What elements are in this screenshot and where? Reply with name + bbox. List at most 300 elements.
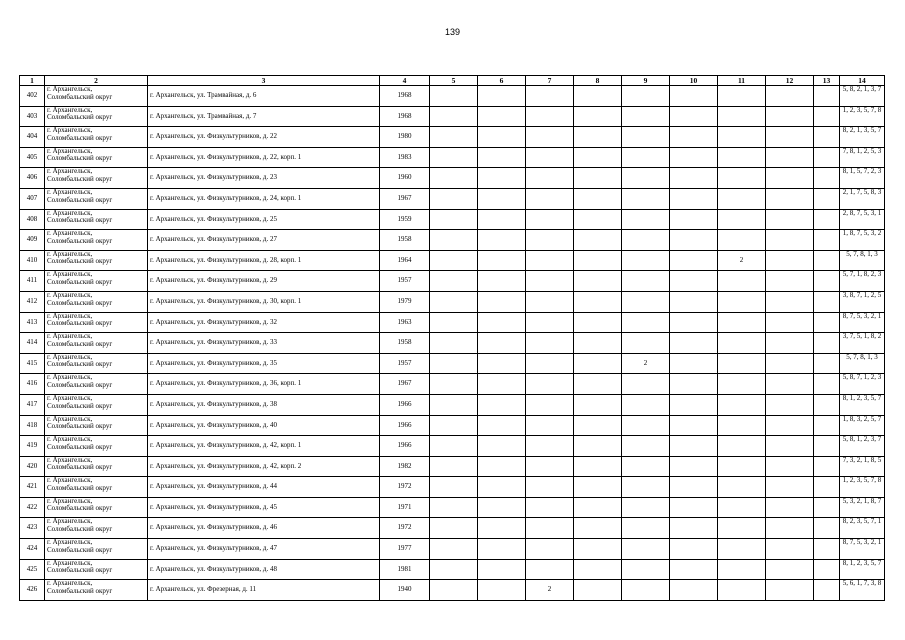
- category-cell: [478, 209, 526, 230]
- category-cell: [814, 353, 840, 374]
- table-row: [20, 106, 885, 127]
- year-cell: 1940: [380, 580, 430, 601]
- category-cell: [670, 539, 718, 560]
- category-cell: [670, 333, 718, 354]
- category-cell: [526, 497, 574, 518]
- category-cell: [478, 559, 526, 580]
- district-cell: [45, 518, 148, 539]
- category-cell: [766, 580, 814, 601]
- category-cell: [670, 86, 718, 107]
- address-cell: г. Архангельск, ул. Физкультурников, д. 22, корп. 1: [148, 147, 380, 168]
- category-cell: [526, 415, 574, 436]
- year-cell: 1982: [380, 456, 430, 477]
- category-cell: [622, 497, 670, 518]
- code-cell: 5, 7, 1, 8, 2, 3: [840, 271, 885, 292]
- category-cell: [670, 291, 718, 312]
- district-cell: [45, 456, 148, 477]
- category-cell: [430, 106, 478, 127]
- district-cell: [45, 436, 148, 457]
- year-cell: 1983: [380, 147, 430, 168]
- category-cell: [718, 394, 766, 415]
- address-cell: г. Архангельск, ул. Физкультурников, д. 42, корп. 1: [148, 436, 380, 457]
- district-line: Соломбальский округ: [47, 113, 113, 122]
- column-header: 4: [380, 76, 430, 86]
- category-cell: [670, 250, 718, 271]
- category-cell: [574, 497, 622, 518]
- category-cell: [766, 539, 814, 560]
- category-cell: [478, 106, 526, 127]
- year-cell: 1968: [380, 106, 430, 127]
- district-line: Соломбальский округ: [47, 277, 113, 286]
- code-cell: 1, 2, 3, 5, 7, 8: [840, 106, 885, 127]
- category-cell: [430, 477, 478, 498]
- category-cell: [814, 539, 840, 560]
- category-cell: [574, 168, 622, 189]
- category-cell: [526, 477, 574, 498]
- category-cell: [478, 353, 526, 374]
- category-cell: [622, 518, 670, 539]
- table-row: [20, 539, 885, 560]
- table-row: [20, 415, 885, 436]
- page-number: 139: [444, 27, 461, 37]
- district-cell: [45, 291, 148, 312]
- category-cell: [814, 580, 840, 601]
- category-cell: [670, 456, 718, 477]
- district-line: г. Архангельск,: [47, 353, 93, 361]
- category-cell: [622, 127, 670, 148]
- district-cell: [45, 127, 148, 148]
- code-cell: 1, 2, 3, 5, 7, 8: [840, 477, 885, 498]
- category-cell: [766, 477, 814, 498]
- category-cell: [718, 559, 766, 580]
- category-cell: [430, 312, 478, 333]
- category-cell: [622, 374, 670, 395]
- category-cell: [526, 518, 574, 539]
- category-cell: [718, 127, 766, 148]
- category-cell: [574, 394, 622, 415]
- category-cell: [430, 539, 478, 560]
- district-cell: [45, 271, 148, 292]
- category-cell: [766, 147, 814, 168]
- code-cell: 5, 6, 1, 7, 3, 8: [840, 580, 885, 601]
- table-row: [20, 291, 885, 312]
- district-line: г. Архангельск,: [47, 497, 93, 505]
- table-row: [20, 353, 885, 374]
- year-cell: 1980: [380, 127, 430, 148]
- district-line: Соломбальский округ: [47, 298, 113, 307]
- category-cell: [814, 86, 840, 107]
- district-cell: [45, 333, 148, 354]
- category-cell: [622, 559, 670, 580]
- category-cell: [478, 580, 526, 601]
- category-cell: [718, 436, 766, 457]
- district-cell: [45, 374, 148, 395]
- category-cell: [574, 436, 622, 457]
- table-body: [20, 86, 885, 601]
- row-number-cell: 415: [20, 353, 45, 374]
- category-cell: [622, 291, 670, 312]
- row-number-cell: 417: [20, 394, 45, 415]
- category-cell: [430, 147, 478, 168]
- category-cell: [478, 374, 526, 395]
- category-cell: [814, 456, 840, 477]
- category-cell: [766, 456, 814, 477]
- category-cell: [430, 250, 478, 271]
- category-cell: [478, 477, 526, 498]
- address-cell: г. Архангельск, ул. Физкультурников, д. 48: [148, 559, 380, 580]
- district-line: Соломбальский округ: [47, 133, 113, 142]
- code-cell: 2, 8, 7, 5, 3, 1: [840, 209, 885, 230]
- category-cell: [670, 518, 718, 539]
- table-row: [20, 86, 885, 107]
- category-cell: [574, 250, 622, 271]
- category-cell: [526, 168, 574, 189]
- address-cell: г. Архангельск, ул. Физкультурников, д. 38: [148, 394, 380, 415]
- category-cell: [670, 230, 718, 251]
- year-cell: 1981: [380, 559, 430, 580]
- category-cell: [622, 436, 670, 457]
- category-cell: [718, 188, 766, 209]
- category-cell: [718, 147, 766, 168]
- table-row: [20, 477, 885, 498]
- code-cell: 3, 8, 7, 1, 2, 5: [840, 291, 885, 312]
- district-line: Соломбальский округ: [47, 525, 113, 534]
- category-cell: [526, 374, 574, 395]
- year-cell: 1966: [380, 436, 430, 457]
- table-row: [20, 518, 885, 539]
- address-cell: г. Архангельск, ул. Трамвайная, д. 6: [148, 86, 380, 107]
- district-line: г. Архангельск,: [47, 332, 93, 341]
- category-cell: [526, 312, 574, 333]
- district-line: Соломбальский округ: [47, 360, 113, 369]
- category-cell: [574, 374, 622, 395]
- address-cell: г. Архангельск, ул. Физкультурников, д. 30, корп. 1: [148, 291, 380, 312]
- address-cell: г. Архангельск, ул. Физкультурников, д. 24, корп. 1: [148, 188, 380, 209]
- category-cell: [430, 86, 478, 107]
- code-cell: 8, 2, 1, 3, 5, 7: [840, 127, 885, 148]
- category-cell: [766, 209, 814, 230]
- district-line: Соломбальский округ: [47, 195, 113, 204]
- category-cell: [526, 394, 574, 415]
- district-cell: [45, 559, 148, 580]
- category-cell: [718, 415, 766, 436]
- address-cell: г. Архангельск, ул. Физкультурников, д. 29: [148, 271, 380, 292]
- district-line: г. Архангельск,: [47, 435, 93, 444]
- address-cell: г. Архангельск, ул. Физкультурников, д. 32: [148, 312, 380, 333]
- category-cell: [430, 353, 478, 374]
- column-header: 11: [718, 76, 766, 86]
- category-cell: [766, 168, 814, 189]
- category-cell: [430, 518, 478, 539]
- address-cell: г. Архангельск, ул. Физкультурников, д. 35: [148, 353, 380, 374]
- category-cell: [718, 209, 766, 230]
- category-cell: [478, 230, 526, 251]
- category-cell: [574, 539, 622, 560]
- category-cell: [622, 147, 670, 168]
- category-cell: [478, 168, 526, 189]
- code-cell: 8, 2, 3, 5, 7, 1: [840, 518, 885, 539]
- district-line: г. Архангельск,: [47, 209, 93, 217]
- year-cell: 1957: [380, 271, 430, 292]
- row-number-cell: 410: [20, 250, 45, 271]
- district-cell: [45, 188, 148, 209]
- year-cell: 1959: [380, 209, 430, 230]
- category-cell: [478, 518, 526, 539]
- year-cell: 1972: [380, 477, 430, 498]
- category-cell: [814, 106, 840, 127]
- category-cell: [766, 86, 814, 107]
- address-cell: г. Архангельск, ул. Физкультурников, д. 42, корп. 2: [148, 456, 380, 477]
- district-line: Соломбальский округ: [47, 257, 113, 266]
- category-cell: [574, 518, 622, 539]
- category-cell: [670, 477, 718, 498]
- category-cell: [622, 415, 670, 436]
- category-cell: [574, 209, 622, 230]
- table-row: [20, 333, 885, 354]
- category-cell: [814, 333, 840, 354]
- category-cell: [718, 518, 766, 539]
- category-cell: [670, 127, 718, 148]
- row-number-cell: 406: [20, 168, 45, 189]
- category-cell: [430, 230, 478, 251]
- table-row: [20, 394, 885, 415]
- category-cell: 2: [622, 353, 670, 374]
- category-cell: [430, 497, 478, 518]
- year-cell: 1958: [380, 230, 430, 251]
- category-cell: [430, 188, 478, 209]
- code-cell: 5, 7, 8, 1, 3: [840, 250, 885, 271]
- district-line: г. Архангельск,: [47, 147, 93, 155]
- row-number-cell: 423: [20, 518, 45, 539]
- category-cell: [622, 580, 670, 601]
- column-header: 6: [478, 76, 526, 86]
- category-cell: [478, 86, 526, 107]
- district-cell: [45, 415, 148, 436]
- category-cell: [478, 436, 526, 457]
- category-cell: [622, 188, 670, 209]
- category-cell: [718, 539, 766, 560]
- category-cell: [430, 394, 478, 415]
- category-cell: [430, 374, 478, 395]
- code-cell: 7, 8, 1, 2, 5, 3: [840, 147, 885, 168]
- category-cell: [670, 188, 718, 209]
- column-header: 8: [574, 76, 622, 86]
- category-cell: [526, 539, 574, 560]
- row-number-cell: 402: [20, 86, 45, 107]
- category-cell: [766, 497, 814, 518]
- district-line: г. Архангельск,: [47, 394, 93, 402]
- address-cell: г. Архангельск, ул. Физкультурников, д. 47: [148, 539, 380, 560]
- category-cell: [814, 147, 840, 168]
- category-cell: [430, 168, 478, 189]
- district-line: г. Архангельск,: [47, 106, 93, 114]
- category-cell: [766, 271, 814, 292]
- category-cell: [814, 209, 840, 230]
- category-cell: [526, 436, 574, 457]
- category-cell: [574, 580, 622, 601]
- category-cell: [526, 106, 574, 127]
- row-number-cell: 413: [20, 312, 45, 333]
- district-line: г. Архангельск,: [47, 517, 93, 526]
- row-number-cell: 409: [20, 230, 45, 251]
- row-number-cell: 407: [20, 188, 45, 209]
- row-number-cell: 412: [20, 291, 45, 312]
- row-number-cell: 414: [20, 333, 45, 354]
- category-cell: [574, 147, 622, 168]
- row-number-cell: 425: [20, 559, 45, 580]
- category-cell: [526, 86, 574, 107]
- category-cell: [670, 271, 718, 292]
- district-line: Соломбальский округ: [47, 319, 113, 328]
- category-cell: [814, 497, 840, 518]
- category-cell: [478, 188, 526, 209]
- district-line: г. Архангельск,: [47, 167, 93, 176]
- category-cell: [622, 271, 670, 292]
- category-cell: [622, 106, 670, 127]
- category-cell: [526, 209, 574, 230]
- category-cell: [814, 291, 840, 312]
- category-cell: [670, 580, 718, 601]
- district-line: Соломбальский округ: [47, 586, 113, 595]
- code-cell: 8, 7, 5, 3, 2, 1: [840, 539, 885, 560]
- column-header: 1: [20, 76, 45, 86]
- category-cell: [766, 291, 814, 312]
- district-line: Соломбальский округ: [47, 442, 113, 451]
- year-cell: 1963: [380, 312, 430, 333]
- category-cell: [574, 353, 622, 374]
- category-cell: [670, 374, 718, 395]
- category-cell: [814, 250, 840, 271]
- district-line: Соломбальский округ: [47, 154, 113, 163]
- category-cell: [574, 291, 622, 312]
- category-cell: [574, 106, 622, 127]
- district-line: г. Архангельск,: [47, 270, 93, 279]
- district-line: г. Архангельск,: [47, 559, 93, 567]
- category-cell: [478, 333, 526, 354]
- district-cell: [45, 86, 148, 107]
- district-line: г. Архангельск,: [47, 476, 93, 485]
- district-line: Соломбальский округ: [47, 216, 113, 225]
- category-cell: [766, 127, 814, 148]
- category-cell: [814, 374, 840, 395]
- table-row: [20, 312, 885, 333]
- row-number-cell: 411: [20, 271, 45, 292]
- column-header: 3: [148, 76, 380, 86]
- category-cell: [622, 477, 670, 498]
- category-cell: [526, 127, 574, 148]
- category-cell: [718, 271, 766, 292]
- category-cell: [718, 230, 766, 251]
- table-row: [20, 250, 885, 271]
- row-number-cell: 405: [20, 147, 45, 168]
- district-cell: [45, 539, 148, 560]
- category-cell: [430, 436, 478, 457]
- category-cell: [478, 497, 526, 518]
- year-cell: 1979: [380, 291, 430, 312]
- category-cell: [814, 518, 840, 539]
- category-cell: [766, 312, 814, 333]
- address-cell: г. Архангельск, ул. Физкультурников, д. 45: [148, 497, 380, 518]
- row-number-cell: 424: [20, 539, 45, 560]
- district-line: г. Архангельск,: [47, 456, 93, 464]
- address-cell: г. Архангельск, ул. Физкультурников, д. 46: [148, 518, 380, 539]
- year-cell: 1958: [380, 333, 430, 354]
- category-cell: [574, 312, 622, 333]
- column-header: 13: [814, 76, 840, 86]
- category-cell: [718, 497, 766, 518]
- category-cell: [814, 168, 840, 189]
- category-cell: [478, 415, 526, 436]
- table-row: [20, 559, 885, 580]
- code-cell: 5, 8, 1, 2, 3, 7: [840, 436, 885, 457]
- category-cell: [574, 230, 622, 251]
- district-cell: [45, 209, 148, 230]
- category-cell: [718, 580, 766, 601]
- category-cell: [574, 456, 622, 477]
- category-cell: 2: [718, 250, 766, 271]
- category-cell: [526, 291, 574, 312]
- register-table: [19, 75, 885, 601]
- row-number-cell: 421: [20, 477, 45, 498]
- row-number-cell: 420: [20, 456, 45, 477]
- address-cell: г. Архангельск, ул. Физкультурников, д. 23: [148, 168, 380, 189]
- category-cell: [766, 188, 814, 209]
- column-header: 9: [622, 76, 670, 86]
- category-cell: [766, 353, 814, 374]
- category-cell: [718, 374, 766, 395]
- district-cell: [45, 477, 148, 498]
- category-cell: [574, 127, 622, 148]
- category-cell: [526, 147, 574, 168]
- category-cell: [622, 456, 670, 477]
- category-cell: [526, 559, 574, 580]
- column-header: 7: [526, 76, 574, 86]
- category-cell: 2: [526, 580, 574, 601]
- district-cell: [45, 394, 148, 415]
- category-cell: [670, 559, 718, 580]
- category-cell: [622, 539, 670, 560]
- code-cell: 7, 3, 2, 1, 8, 5: [840, 456, 885, 477]
- table-row: [20, 230, 885, 251]
- category-cell: [718, 106, 766, 127]
- category-cell: [430, 456, 478, 477]
- district-cell: [45, 250, 148, 271]
- category-cell: [478, 127, 526, 148]
- category-cell: [574, 415, 622, 436]
- code-cell: 1, 8, 7, 5, 3, 2: [840, 230, 885, 251]
- district-line: Соломбальский округ: [47, 483, 113, 492]
- district-cell: [45, 580, 148, 601]
- category-cell: [718, 312, 766, 333]
- category-cell: [574, 188, 622, 209]
- category-cell: [430, 580, 478, 601]
- category-cell: [526, 250, 574, 271]
- category-cell: [766, 250, 814, 271]
- district-line: Соломбальский округ: [47, 380, 113, 389]
- category-cell: [814, 127, 840, 148]
- category-cell: [814, 394, 840, 415]
- row-number-cell: 403: [20, 106, 45, 127]
- category-cell: [670, 497, 718, 518]
- address-cell: г. Архангельск, ул. Физкультурников, д. 22: [148, 127, 380, 148]
- category-cell: [766, 230, 814, 251]
- district-line: г. Архангельск,: [47, 579, 93, 588]
- code-cell: 1, 8, 3, 2, 5, 7: [840, 415, 885, 436]
- category-cell: [766, 415, 814, 436]
- year-cell: 1968: [380, 86, 430, 107]
- address-cell: г. Архангельск, ул. Физкультурников, д. 27: [148, 230, 380, 251]
- district-cell: [45, 147, 148, 168]
